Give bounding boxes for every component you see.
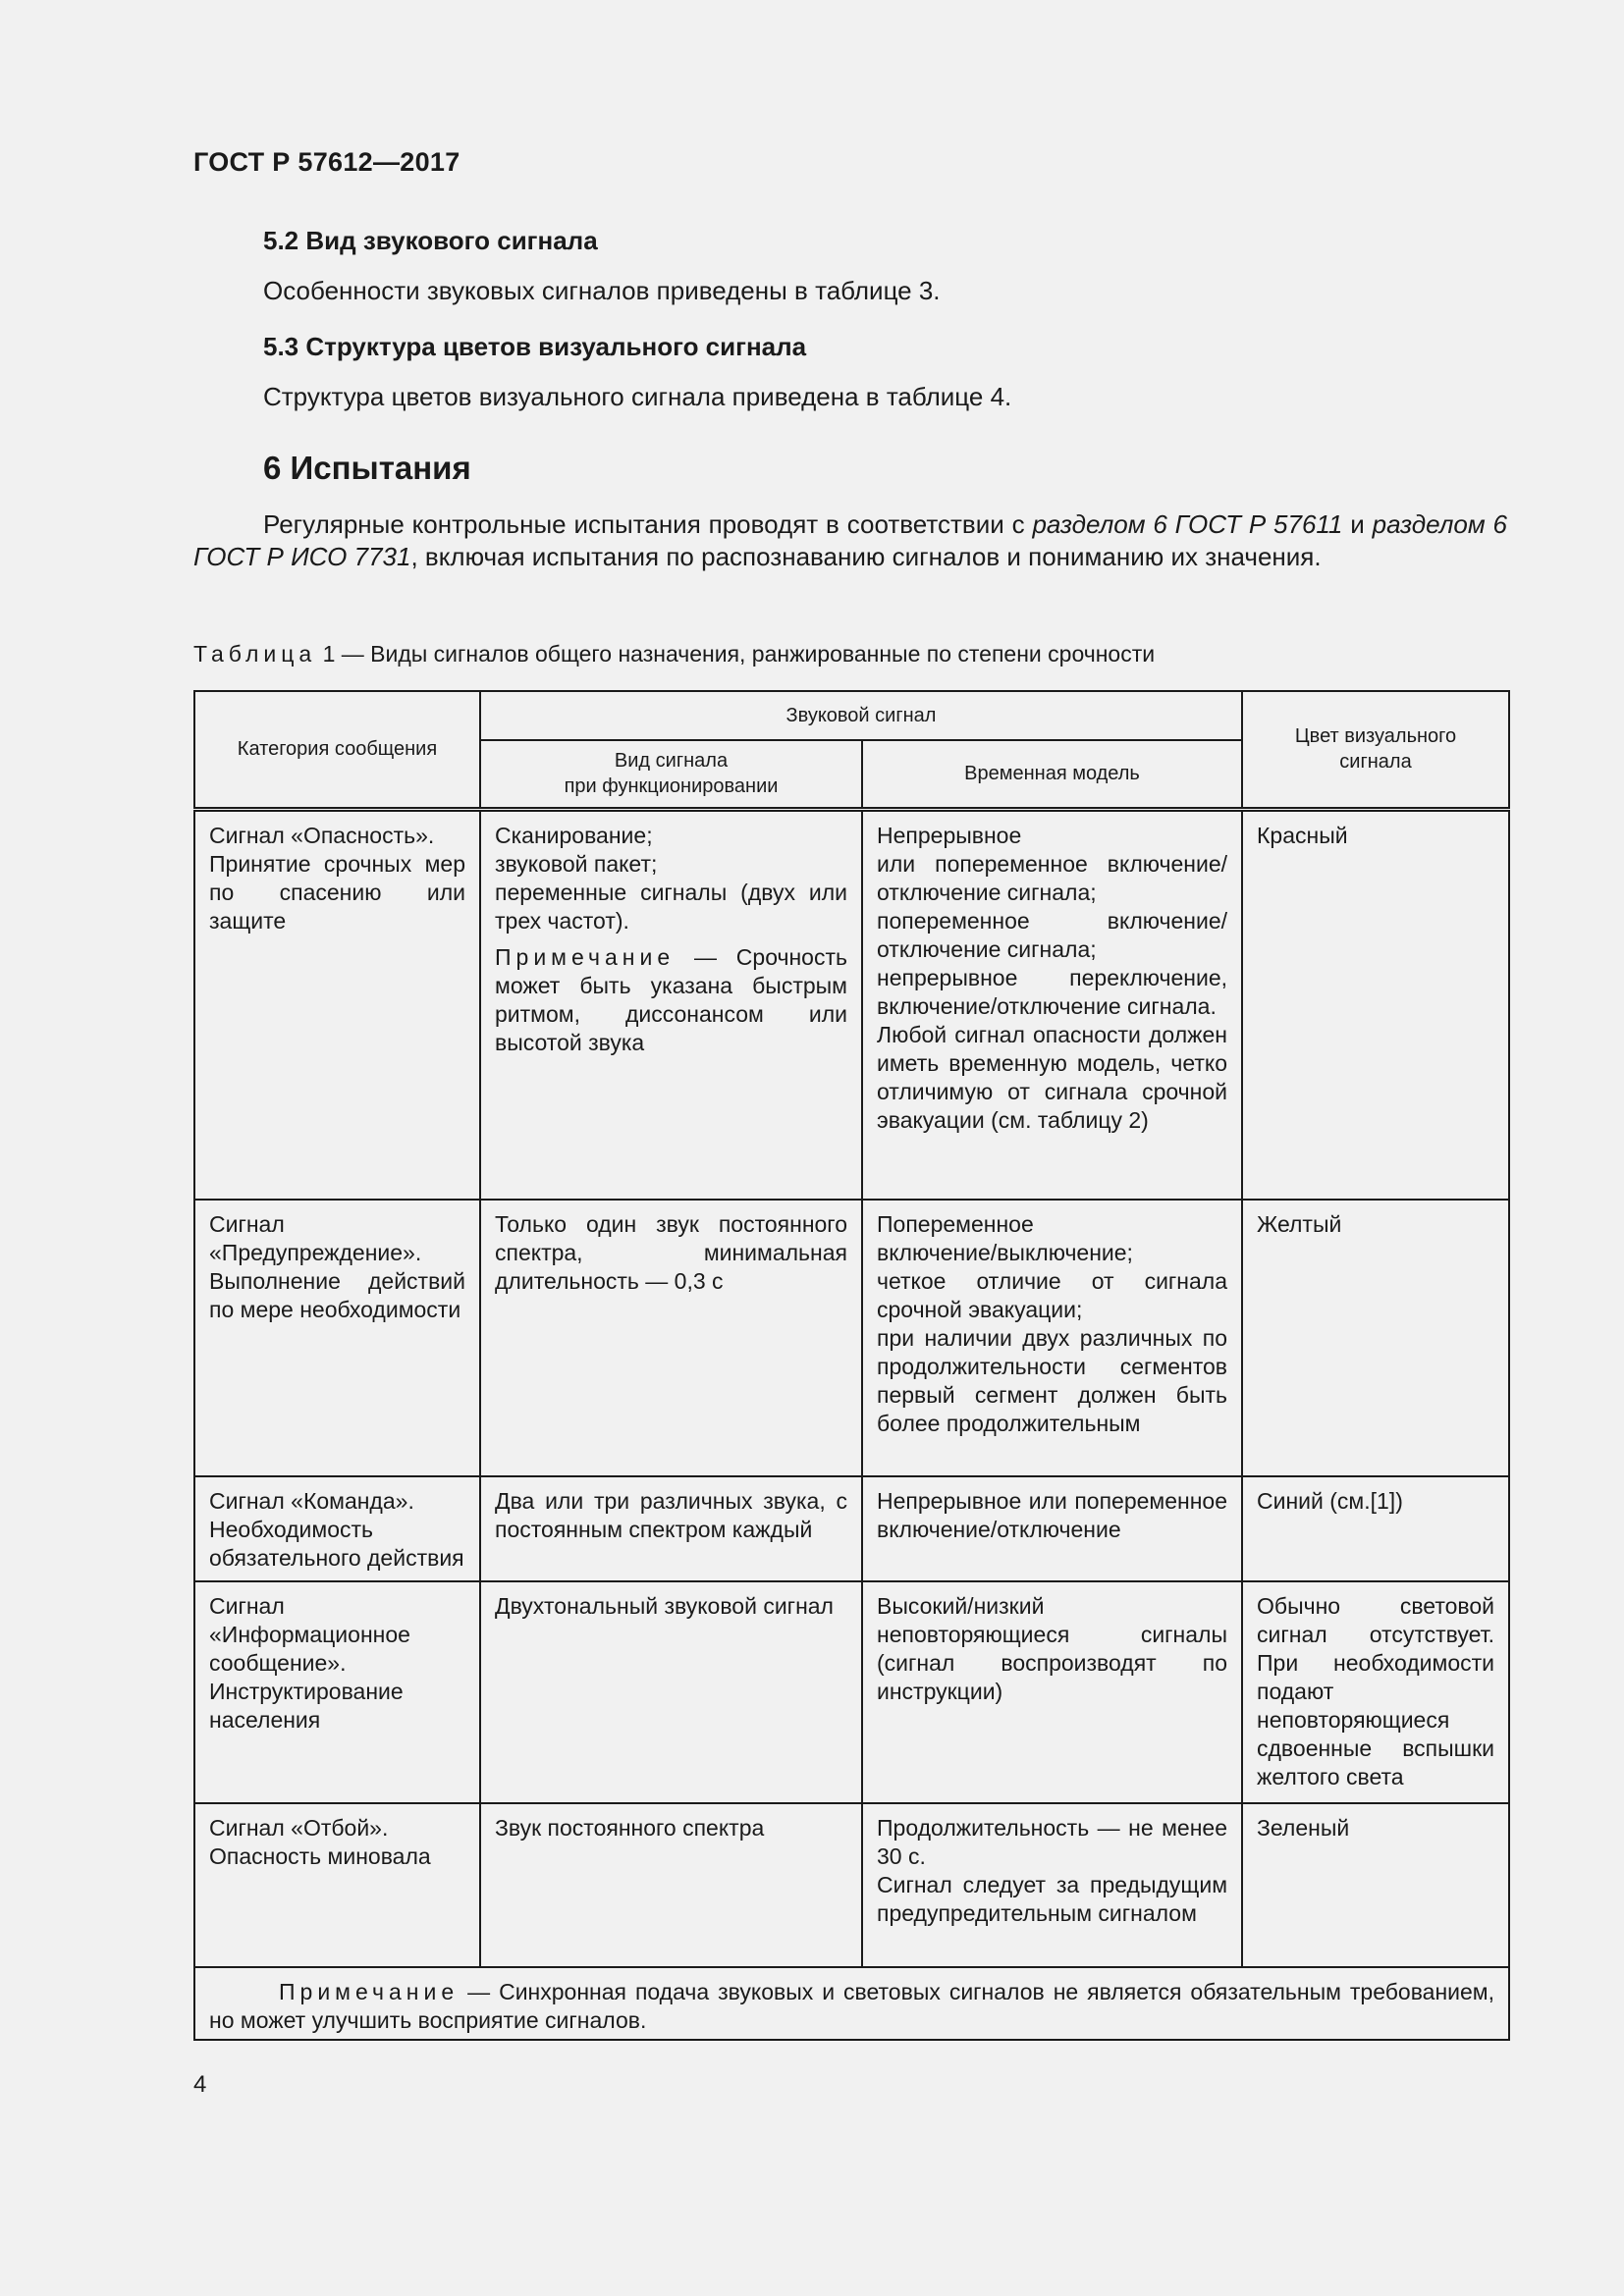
table-footnote-row [194, 1967, 1509, 2040]
table-caption-text: 1 — Виды сигналов общего назначения, ранжированные по степени срочности [316, 641, 1156, 667]
table-row [194, 1803, 1509, 1967]
footnote-body: — Синхронная подача звуковых и световых сигналов не является обязательным требованием, но может улучшить восприятие сигналов. [209, 1979, 1495, 2033]
row-category: Сигнал «Команда». Необходимость обязательного действия [194, 1476, 480, 1581]
row-signal-kind: Двухтональный звуковой сигнал [480, 1581, 862, 1803]
row-time-model: Высокий/низкий неповторяющиеся сигналы (сигнал воспроизводят по инструкции) [862, 1581, 1242, 1803]
row-category: Сигнал «Предупреждение». Выполнение действий по мере необходимости [194, 1200, 480, 1476]
section-6-text-2: и [1342, 509, 1373, 539]
table-row [194, 1581, 1509, 1803]
document-header: ГОСТ Р 57612—2017 [193, 147, 460, 177]
header-time-model: Временная модель [862, 740, 1242, 809]
row-color: Красный [1242, 809, 1509, 1200]
row-color: Обычно световой сигнал отсутствует. При необходимости подают неповторяющиеся сдвоенные вспышки желтого света [1242, 1581, 1509, 1803]
section-5-2-title: 5.2 Вид звукового сигнала [263, 226, 598, 255]
row-color: Желтый [1242, 1200, 1509, 1476]
footnote-label: Примечание [279, 1979, 460, 2004]
header-sound-signal: Звуковой сигнал [480, 691, 1242, 740]
row-time-model: Попеременное включение/выключение; четкое отличие от сигнала срочной эвакуации; при наличии двух различных по продолжительности сегментов первый сегмент должен быть более продолжительным [862, 1200, 1242, 1476]
section-6-reference-2: разделом 6 ГОСТ Р ИСО 7731 [193, 509, 1508, 571]
section-6-text-3: , включая испытания по распознаванию сигналов и пониманию их значения. [410, 542, 1322, 571]
row-signal-kind: Два или три различных звука, с постоянным спектром каждый [480, 1476, 862, 1581]
row-signal-kind: Только один звук постоянного спектра, минимальная длительность — 0,3 с [480, 1200, 862, 1476]
table-footnote [194, 1967, 1509, 2040]
row-time-model: Непрерывное или попеременное включение/отключение [862, 1476, 1242, 1581]
row-signal-kind-note [495, 943, 847, 1057]
signals-table [193, 690, 1510, 2041]
table-caption [193, 641, 1155, 667]
row-color: Синий (см.[1]) [1242, 1476, 1509, 1581]
header-category: Категория сообщения [194, 691, 480, 809]
row-signal-kind: Звук постоянного спектра [480, 1803, 862, 1967]
section-6-reference-1: разделом 6 ГОСТ Р 57611 [1032, 509, 1343, 539]
table-row [194, 809, 1509, 1200]
section-5-3-title: 5.3 Структура цветов визуального сигнала [263, 332, 807, 361]
note-text: — Срочность может быть указана быстрым ритмом, диссонансом или высотой звука [495, 943, 847, 1055]
row-category: Сигнал «Информационное сообщение». Инструктирование населения [194, 1581, 480, 1803]
row-signal-kind [480, 809, 862, 1200]
header-signal-kind: Вид сигнала при функционировании [480, 740, 862, 809]
row-category: Сигнал «Опасность». Принятие срочных мер по спасению или защите [194, 809, 480, 1200]
table-row [194, 1476, 1509, 1581]
section-6-text-1: Регулярные контрольные испытания проводят в соответствии с [263, 509, 1033, 539]
section-6-title: 6 Испытания [263, 450, 471, 486]
row-category: Сигнал «Отбой». Опасность миновала [194, 1803, 480, 1967]
table-caption-label: Таблица [193, 641, 317, 667]
section-5-3-text: Структура цветов визуального сигнала приведена в таблице 4. [263, 382, 1012, 411]
section-5-2-text: Особенности звуковых сигналов приведены в таблице 3. [263, 276, 941, 305]
table-footnote-text [209, 1978, 1494, 2035]
page-number: 4 [193, 2071, 207, 2098]
row-time-model: Продолжительность — не менее 30 с. Сигнал следует за предыдущим предупредительным сигналом [862, 1803, 1242, 1967]
table-row [194, 1200, 1509, 1476]
row-time-model: Непрерывное или попеременное включение/отключение сигнала; попеременное включение/отключение сигнала; непрерывное переключение, включение/отключение сигнала. Любой сигнал опасности должен иметь временную модель, четко отличимую от сигнала срочной эвакуации (см. таблицу 2) [862, 809, 1242, 1200]
row-color: Зеленый [1242, 1803, 1509, 1967]
note-label: Примечание [495, 943, 676, 970]
header-visual-color: Цвет визуального сигнала [1242, 691, 1509, 809]
section-6-paragraph [193, 508, 1507, 573]
row-signal-kind-text: Сканирование; звуковой пакет; переменные сигналы (двух или трех частот). [495, 822, 847, 934]
